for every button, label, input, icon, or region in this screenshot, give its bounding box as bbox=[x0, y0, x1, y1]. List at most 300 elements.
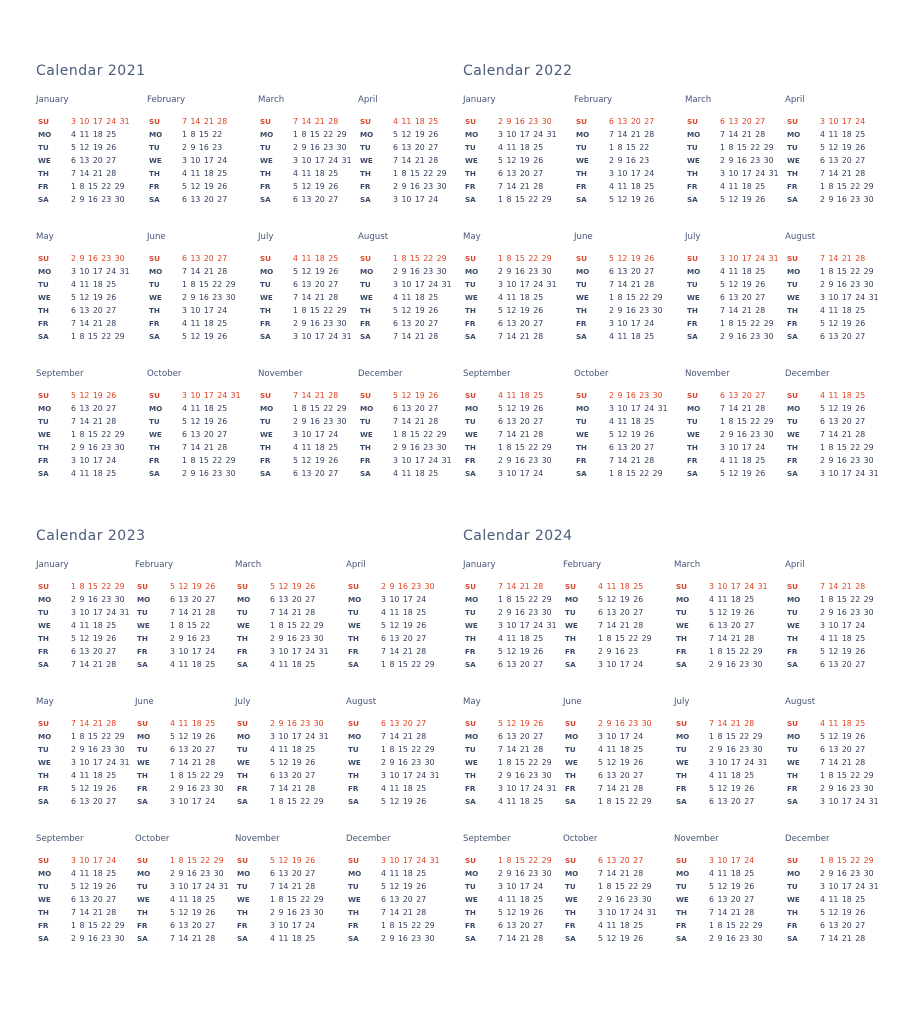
weekday-row bbox=[237, 608, 343, 620]
weekday-label: SU bbox=[137, 582, 149, 591]
weekday-row bbox=[360, 391, 466, 403]
month-block bbox=[135, 560, 243, 675]
weekday-dates: 2 9 16 23 30 bbox=[820, 195, 874, 204]
weekday-label: TU bbox=[565, 608, 576, 617]
weekday-label: TU bbox=[149, 143, 160, 152]
weekday-dates: 4 11 18 25 bbox=[720, 267, 766, 276]
weekday-row bbox=[787, 908, 893, 920]
weekday-label: SU bbox=[676, 582, 688, 591]
weekday-label: FR bbox=[465, 319, 476, 328]
weekday-dates: 3 10 17 24 bbox=[498, 469, 544, 478]
weekday-row bbox=[137, 595, 243, 607]
weekday-dates: 3 10 17 24 31 bbox=[71, 758, 130, 767]
weekday-label: FR bbox=[38, 647, 49, 656]
weekday-label: FR bbox=[787, 456, 798, 465]
weekday-dates: 7 14 21 28 bbox=[720, 404, 766, 413]
weekday-dates: 6 13 20 27 bbox=[498, 921, 544, 930]
weekday-row bbox=[260, 156, 366, 168]
month-block bbox=[685, 95, 793, 210]
weekday-row bbox=[149, 254, 255, 266]
weekday-label: MO bbox=[360, 130, 374, 139]
weekday-dates: 6 13 20 27 bbox=[182, 254, 228, 263]
month-name: February bbox=[563, 560, 602, 570]
weekday-row bbox=[576, 143, 682, 155]
weekday-label: TU bbox=[687, 143, 698, 152]
weekday-row bbox=[676, 621, 782, 633]
weekday-label: SA bbox=[137, 660, 148, 669]
weekday-label: MO bbox=[787, 130, 801, 139]
weekday-dates: 2 9 16 23 30 bbox=[720, 430, 774, 439]
weekday-row bbox=[787, 856, 893, 868]
weekday-label: SU bbox=[237, 582, 249, 591]
weekday-label: SA bbox=[565, 934, 576, 943]
weekday-dates: 2 9 16 23 30 bbox=[393, 182, 447, 191]
weekday-dates: 7 14 21 28 bbox=[170, 608, 216, 617]
weekday-dates: 3 10 17 24 31 bbox=[381, 771, 440, 780]
weekday-dates: 5 12 19 26 bbox=[71, 293, 117, 302]
weekday-dates: 5 12 19 26 bbox=[71, 391, 117, 400]
weekday-dates: 7 14 21 28 bbox=[293, 391, 339, 400]
weekday-label: MO bbox=[260, 130, 274, 139]
weekday-dates: 1 8 15 22 29 bbox=[609, 293, 663, 302]
weekday-label: FR bbox=[360, 456, 371, 465]
weekday-label: SA bbox=[565, 660, 576, 669]
weekday-row bbox=[137, 660, 243, 672]
weekday-dates: 7 14 21 28 bbox=[182, 117, 228, 126]
month-name: May bbox=[463, 697, 481, 707]
weekday-dates: 3 10 17 24 31 bbox=[609, 404, 668, 413]
month-block bbox=[147, 95, 255, 210]
weekday-dates: 7 14 21 28 bbox=[820, 169, 866, 178]
weekday-label: SA bbox=[38, 934, 49, 943]
weekday-label: SU bbox=[360, 117, 372, 126]
weekday-row bbox=[576, 280, 682, 292]
weekday-dates: 7 14 21 28 bbox=[71, 417, 117, 426]
weekday-dates: 2 9 16 23 30 bbox=[381, 934, 435, 943]
weekday-row bbox=[687, 306, 793, 318]
weekday-label: SA bbox=[348, 660, 359, 669]
weekday-label: FR bbox=[149, 182, 160, 191]
month-block bbox=[785, 369, 893, 484]
weekday-dates: 4 11 18 25 bbox=[293, 254, 339, 263]
weekday-dates: 6 13 20 27 bbox=[720, 293, 766, 302]
weekday-label: MO bbox=[465, 267, 479, 276]
weekday-label: WE bbox=[576, 430, 589, 439]
weekday-dates: 3 10 17 24 31 bbox=[709, 758, 768, 767]
weekday-label: TU bbox=[787, 280, 798, 289]
weekday-row bbox=[348, 921, 454, 933]
weekday-dates: 4 11 18 25 bbox=[71, 771, 117, 780]
weekday-row bbox=[38, 417, 144, 429]
weekday-label: TH bbox=[676, 634, 687, 643]
weekday-label: TH bbox=[576, 169, 587, 178]
weekday-label: TU bbox=[38, 143, 49, 152]
weekday-row bbox=[787, 417, 893, 429]
weekday-label: TH bbox=[465, 169, 476, 178]
weekday-row bbox=[687, 456, 793, 468]
weekday-label: MO bbox=[38, 732, 52, 741]
weekday-row bbox=[787, 882, 893, 894]
weekday-dates: 2 9 16 23 30 bbox=[598, 719, 652, 728]
weekday-dates: 7 14 21 28 bbox=[381, 647, 427, 656]
weekday-dates: 6 13 20 27 bbox=[71, 797, 117, 806]
weekday-label: TH bbox=[465, 443, 476, 452]
weekday-dates: 1 8 15 22 29 bbox=[71, 582, 125, 591]
weekday-label: MO bbox=[576, 404, 590, 413]
month-name: July bbox=[674, 697, 690, 707]
weekday-label: FR bbox=[787, 182, 798, 191]
weekday-dates: 5 12 19 26 bbox=[270, 758, 316, 767]
weekday-label: SA bbox=[676, 660, 687, 669]
month-block bbox=[463, 697, 571, 812]
weekday-row bbox=[576, 267, 682, 279]
weekday-row bbox=[787, 117, 893, 129]
weekday-label: MO bbox=[360, 267, 374, 276]
weekday-row bbox=[360, 182, 466, 194]
weekday-dates: 5 12 19 26 bbox=[598, 934, 644, 943]
weekday-label: MO bbox=[38, 267, 52, 276]
weekday-row bbox=[137, 908, 243, 920]
weekday-label: SU bbox=[565, 582, 577, 591]
weekday-row bbox=[787, 443, 893, 455]
weekday-row bbox=[465, 306, 571, 318]
weekday-dates: 5 12 19 26 bbox=[720, 469, 766, 478]
weekday-row bbox=[787, 130, 893, 142]
weekday-row bbox=[38, 254, 144, 266]
weekday-dates: 3 10 17 24 bbox=[393, 195, 439, 204]
weekday-dates: 4 11 18 25 bbox=[270, 745, 316, 754]
weekday-dates: 1 8 15 22 29 bbox=[820, 182, 874, 191]
weekday-row bbox=[576, 306, 682, 318]
weekday-label: FR bbox=[576, 456, 587, 465]
weekday-dates: 1 8 15 22 29 bbox=[170, 771, 224, 780]
weekday-dates: 4 11 18 25 bbox=[393, 117, 439, 126]
month-name: December bbox=[785, 834, 830, 844]
weekday-dates: 2 9 16 23 30 bbox=[71, 595, 125, 604]
weekday-dates: 5 12 19 26 bbox=[720, 195, 766, 204]
month-name: January bbox=[463, 560, 496, 570]
weekday-row bbox=[787, 895, 893, 907]
weekday-row bbox=[348, 608, 454, 620]
weekday-label: MO bbox=[149, 130, 163, 139]
weekday-dates: 1 8 15 22 29 bbox=[498, 595, 552, 604]
weekday-label: MO bbox=[237, 732, 251, 741]
weekday-row bbox=[237, 758, 343, 770]
weekday-dates: 4 11 18 25 bbox=[71, 869, 117, 878]
weekday-dates: 1 8 15 22 29 bbox=[820, 443, 874, 452]
weekday-label: TH bbox=[465, 634, 476, 643]
weekday-dates: 4 11 18 25 bbox=[498, 797, 544, 806]
weekday-row bbox=[565, 608, 671, 620]
weekday-row bbox=[465, 443, 571, 455]
weekday-dates: 1 8 15 22 29 bbox=[820, 771, 874, 780]
weekday-row bbox=[149, 469, 255, 481]
weekday-label: TH bbox=[38, 443, 49, 452]
weekday-row bbox=[787, 621, 893, 633]
weekday-row bbox=[576, 293, 682, 305]
weekday-label: SU bbox=[687, 391, 699, 400]
weekday-dates: 4 11 18 25 bbox=[498, 634, 544, 643]
month-name: July bbox=[685, 232, 701, 242]
weekday-label: WE bbox=[360, 430, 373, 439]
weekday-row bbox=[348, 908, 454, 920]
month-block bbox=[235, 834, 343, 949]
weekday-label: WE bbox=[687, 430, 700, 439]
weekday-dates: 3 10 17 24 31 bbox=[270, 732, 329, 741]
weekday-label: SU bbox=[149, 391, 161, 400]
weekday-label: WE bbox=[38, 293, 51, 302]
weekday-label: SA bbox=[576, 332, 587, 341]
weekday-label: FR bbox=[787, 647, 798, 656]
weekday-dates: 5 12 19 26 bbox=[293, 267, 339, 276]
weekday-row bbox=[149, 306, 255, 318]
weekday-row bbox=[149, 267, 255, 279]
weekday-dates: 5 12 19 26 bbox=[820, 908, 866, 917]
weekday-dates: 5 12 19 26 bbox=[270, 856, 316, 865]
weekday-label: WE bbox=[787, 430, 800, 439]
weekday-dates: 5 12 19 26 bbox=[381, 882, 427, 891]
weekday-label: SU bbox=[38, 391, 50, 400]
weekday-label: FR bbox=[237, 921, 248, 930]
weekday-dates: 3 10 17 24 31 bbox=[270, 647, 329, 656]
weekday-label: TH bbox=[237, 634, 248, 643]
weekday-label: TH bbox=[260, 306, 271, 315]
month-block bbox=[358, 232, 466, 347]
weekday-label: TU bbox=[38, 417, 49, 426]
weekday-dates: 5 12 19 26 bbox=[820, 404, 866, 413]
weekday-row bbox=[38, 169, 144, 181]
weekday-dates: 2 9 16 23 30 bbox=[709, 934, 763, 943]
weekday-row bbox=[687, 391, 793, 403]
weekday-row bbox=[38, 582, 144, 594]
weekday-dates: 3 10 17 24 bbox=[381, 595, 427, 604]
weekday-row bbox=[149, 430, 255, 442]
month-name: August bbox=[785, 697, 816, 707]
month-block bbox=[147, 232, 255, 347]
weekday-row bbox=[565, 908, 671, 920]
weekday-dates: 3 10 17 24 bbox=[598, 660, 644, 669]
weekday-row bbox=[237, 882, 343, 894]
weekday-dates: 4 11 18 25 bbox=[820, 719, 866, 728]
weekday-dates: 2 9 16 23 30 bbox=[170, 784, 224, 793]
weekday-row bbox=[465, 647, 571, 659]
weekday-label: WE bbox=[137, 621, 150, 630]
weekday-dates: 7 14 21 28 bbox=[170, 758, 216, 767]
weekday-row bbox=[687, 443, 793, 455]
weekday-label: FR bbox=[38, 456, 49, 465]
weekday-row bbox=[149, 293, 255, 305]
month-name: August bbox=[785, 232, 816, 242]
month-name: September bbox=[463, 834, 511, 844]
weekday-row bbox=[465, 895, 571, 907]
weekday-label: WE bbox=[38, 758, 51, 767]
weekday-row bbox=[38, 117, 144, 129]
weekday-label: TU bbox=[149, 417, 160, 426]
weekday-label: SA bbox=[360, 332, 371, 341]
weekday-label: MO bbox=[687, 267, 701, 276]
weekday-row bbox=[787, 660, 893, 672]
weekday-dates: 6 13 20 27 bbox=[498, 417, 544, 426]
month-name: October bbox=[563, 834, 598, 844]
weekday-row bbox=[237, 595, 343, 607]
weekday-row bbox=[38, 771, 144, 783]
weekday-dates: 7 14 21 28 bbox=[820, 582, 866, 591]
weekday-label: MO bbox=[565, 595, 579, 604]
weekday-label: TH bbox=[360, 169, 371, 178]
weekday-label: SA bbox=[38, 332, 49, 341]
month-name: August bbox=[358, 232, 389, 242]
weekday-dates: 7 14 21 28 bbox=[270, 608, 316, 617]
weekday-row bbox=[576, 430, 682, 442]
weekday-row bbox=[260, 469, 366, 481]
weekday-row bbox=[348, 745, 454, 757]
weekday-label: SU bbox=[787, 582, 799, 591]
weekday-label: FR bbox=[38, 319, 49, 328]
weekday-dates: 1 8 15 22 29 bbox=[381, 921, 435, 930]
weekday-row bbox=[787, 195, 893, 207]
month-block bbox=[463, 834, 571, 949]
weekday-label: WE bbox=[149, 156, 162, 165]
weekday-row bbox=[787, 280, 893, 292]
weekday-label: SA bbox=[787, 934, 798, 943]
weekday-row bbox=[787, 634, 893, 646]
weekday-label: MO bbox=[465, 595, 479, 604]
weekday-dates: 7 14 21 28 bbox=[71, 908, 117, 917]
weekday-row bbox=[348, 719, 454, 731]
weekday-row bbox=[260, 417, 366, 429]
weekday-dates: 1 8 15 22 29 bbox=[598, 634, 652, 643]
weekday-row bbox=[787, 156, 893, 168]
weekday-dates: 6 13 20 27 bbox=[71, 647, 117, 656]
weekday-label: FR bbox=[137, 921, 148, 930]
weekday-label: SU bbox=[787, 391, 799, 400]
month-block bbox=[36, 95, 144, 210]
weekday-label: FR bbox=[237, 647, 248, 656]
weekday-label: TH bbox=[576, 306, 587, 315]
weekday-dates: 2 9 16 23 30 bbox=[270, 719, 324, 728]
weekday-label: FR bbox=[465, 784, 476, 793]
weekday-dates: 3 10 17 24 bbox=[720, 443, 766, 452]
weekday-row bbox=[576, 391, 682, 403]
weekday-label: TU bbox=[360, 417, 371, 426]
weekday-label: FR bbox=[576, 319, 587, 328]
weekday-label: FR bbox=[565, 647, 576, 656]
weekday-label: MO bbox=[676, 869, 690, 878]
weekday-dates: 1 8 15 22 bbox=[182, 130, 223, 139]
weekday-row bbox=[465, 293, 571, 305]
weekday-label: FR bbox=[137, 647, 148, 656]
weekday-dates: 6 13 20 27 bbox=[381, 634, 427, 643]
weekday-row bbox=[787, 469, 893, 481]
weekday-label: TH bbox=[565, 634, 576, 643]
weekday-dates: 2 9 16 23 30 bbox=[71, 254, 125, 263]
weekday-dates: 1 8 15 22 29 bbox=[71, 732, 125, 741]
month-block bbox=[235, 697, 343, 812]
weekday-dates: 6 13 20 27 bbox=[270, 771, 316, 780]
weekday-row bbox=[348, 660, 454, 672]
weekday-dates: 1 8 15 22 29 bbox=[393, 169, 447, 178]
weekday-dates: 1 8 15 22 29 bbox=[170, 856, 224, 865]
weekday-dates: 3 10 17 24 31 bbox=[498, 621, 557, 630]
weekday-label: TH bbox=[787, 908, 798, 917]
weekday-dates: 4 11 18 25 bbox=[598, 745, 644, 754]
weekday-label: TU bbox=[565, 882, 576, 891]
weekday-dates: 3 10 17 24 31 bbox=[498, 130, 557, 139]
weekday-row bbox=[149, 391, 255, 403]
weekday-row bbox=[260, 319, 366, 331]
weekday-dates: 7 14 21 28 bbox=[820, 254, 866, 263]
weekday-dates: 3 10 17 24 bbox=[609, 319, 655, 328]
weekday-dates: 7 14 21 28 bbox=[720, 130, 766, 139]
weekday-dates: 7 14 21 28 bbox=[498, 430, 544, 439]
weekday-row bbox=[787, 182, 893, 194]
weekday-label: TU bbox=[576, 280, 587, 289]
weekday-dates: 4 11 18 25 bbox=[270, 934, 316, 943]
weekday-row bbox=[260, 293, 366, 305]
weekday-dates: 7 14 21 28 bbox=[498, 745, 544, 754]
weekday-row bbox=[38, 758, 144, 770]
month-name: November bbox=[258, 369, 303, 379]
year-block bbox=[463, 528, 893, 968]
weekday-label: FR bbox=[787, 784, 798, 793]
weekday-dates: 3 10 17 24 31 bbox=[820, 882, 879, 891]
weekday-label: TU bbox=[137, 608, 148, 617]
month-name: September bbox=[36, 834, 84, 844]
weekday-label: SU bbox=[576, 117, 588, 126]
weekday-row bbox=[465, 391, 571, 403]
weekday-row bbox=[787, 332, 893, 344]
weekday-row bbox=[787, 430, 893, 442]
weekday-dates: 6 13 20 27 bbox=[609, 267, 655, 276]
year-title: Calendar 2024 bbox=[463, 528, 573, 544]
weekday-row bbox=[260, 306, 366, 318]
weekday-row bbox=[465, 280, 571, 292]
weekday-row bbox=[465, 469, 571, 481]
weekday-label: TH bbox=[360, 306, 371, 315]
weekday-row bbox=[149, 404, 255, 416]
weekday-row bbox=[38, 182, 144, 194]
weekday-dates: 5 12 19 26 bbox=[498, 647, 544, 656]
month-block bbox=[463, 369, 571, 484]
weekday-dates: 7 14 21 28 bbox=[709, 908, 755, 917]
month-block bbox=[674, 560, 782, 675]
weekday-label: FR bbox=[676, 647, 687, 656]
weekday-row bbox=[787, 293, 893, 305]
weekday-dates: 2 9 16 23 bbox=[598, 647, 639, 656]
weekday-label: TH bbox=[38, 771, 49, 780]
weekday-label: MO bbox=[348, 869, 362, 878]
weekday-label: TH bbox=[565, 771, 576, 780]
weekday-row bbox=[260, 130, 366, 142]
weekday-label: TH bbox=[787, 634, 798, 643]
weekday-row bbox=[137, 582, 243, 594]
weekday-label: FR bbox=[38, 784, 49, 793]
month-block bbox=[135, 834, 243, 949]
weekday-row bbox=[676, 660, 782, 672]
month-name: June bbox=[147, 232, 166, 242]
weekday-label: TU bbox=[137, 745, 148, 754]
weekday-dates: 5 12 19 26 bbox=[498, 156, 544, 165]
weekday-label: TU bbox=[465, 882, 476, 891]
weekday-dates: 4 11 18 25 bbox=[820, 306, 866, 315]
month-block bbox=[574, 369, 682, 484]
weekday-label: FR bbox=[687, 182, 698, 191]
weekday-label: TU bbox=[260, 143, 271, 152]
weekday-label: WE bbox=[348, 758, 361, 767]
weekday-label: MO bbox=[237, 595, 251, 604]
weekday-dates: 4 11 18 25 bbox=[720, 456, 766, 465]
weekday-dates: 4 11 18 25 bbox=[820, 634, 866, 643]
